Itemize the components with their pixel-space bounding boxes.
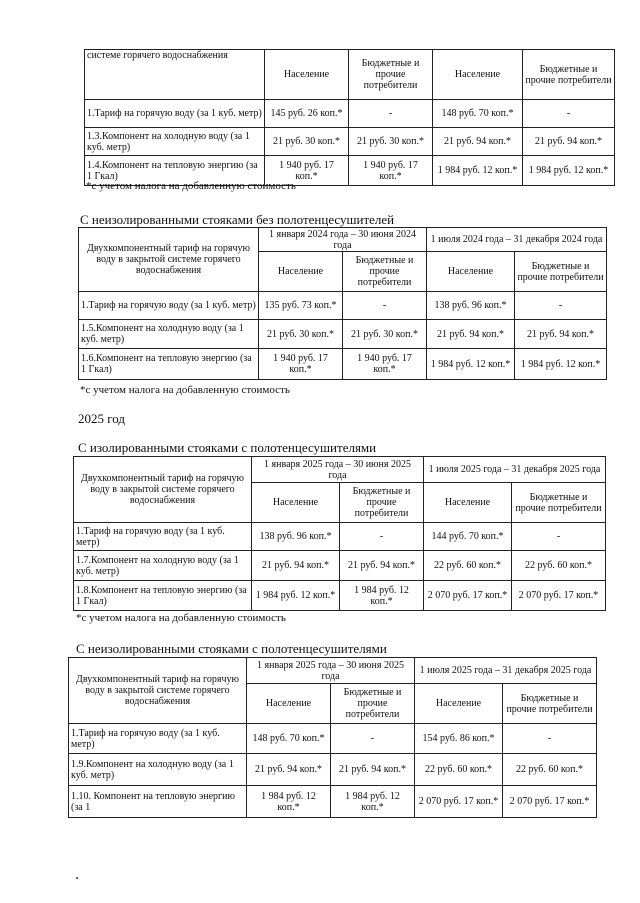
table-row	[79, 320, 607, 349]
row-label: 1.Тариф на горячую воду (за 1 куб. метр)	[85, 100, 265, 128]
column-header: Население	[415, 684, 503, 724]
table-cell: 2 070 руб. 17 коп.*	[424, 581, 512, 611]
table-cell: 1 984 руб. 12 коп.*	[523, 156, 615, 186]
vat-footnote: *с учетом налога на добавленную стоимость	[76, 612, 286, 624]
table-cell: 22 руб. 60 коп.*	[424, 551, 512, 581]
row-label: 1.Тариф на горячую воду (за 1 куб. метр)	[79, 292, 259, 320]
table-row	[74, 551, 606, 581]
section-heading: С изолированными стояками с полотенцесушителями	[78, 440, 377, 455]
table-row	[79, 292, 607, 320]
table-cell: -	[343, 292, 427, 320]
table-cell: -	[523, 100, 615, 128]
table-cell: 1 984 руб. 12 коп.*	[247, 786, 331, 818]
table-cell: 21 руб. 94 коп.*	[515, 320, 607, 349]
table-row	[85, 100, 615, 128]
table-cell: 1 984 руб. 12 коп.*	[427, 349, 515, 380]
section-heading: С неизолированными стояками с полотенцесушителями	[76, 641, 387, 656]
row-label: 1.Тариф на горячую воду (за 1 куб. метр)	[69, 724, 247, 754]
column-header: Население	[424, 483, 512, 523]
column-header: Бюджетные и прочие потребители	[512, 483, 606, 523]
table-cell: 1 940 руб. 17 коп.*	[265, 156, 349, 186]
column-header: Бюджетные и прочие потребители	[523, 50, 615, 100]
row-label: 1.Тариф на горячую воду (за 1 куб. метр)	[74, 523, 252, 551]
table-cell: 144 руб. 70 коп.*	[424, 523, 512, 551]
table-cell: 148 руб. 70 коп.*	[247, 724, 331, 754]
table-cell: 1 984 руб. 12 коп.*	[331, 786, 415, 818]
period-header: 1 января 2025 года – 30 июня 2025 года	[252, 457, 424, 483]
table-cell: 21 руб. 94 коп.*	[252, 551, 340, 581]
table-cell: 21 руб. 30 коп.*	[349, 128, 433, 156]
table-cell: 2 070 руб. 17 коп.*	[415, 786, 503, 818]
tariff-table-3	[73, 456, 606, 611]
table-cell: -	[503, 724, 597, 754]
column-header: Население	[265, 50, 349, 100]
table-cell: 1 984 руб. 12 коп.*	[252, 581, 340, 611]
tariff-table-2	[78, 227, 607, 380]
table-cell: -	[349, 100, 433, 128]
period-header: 1 января 2024 года – 30 июня 2024 года	[259, 228, 427, 252]
table-cell: 1 984 руб. 12 коп.*	[433, 156, 523, 186]
table-cell: 1 940 руб. 17 коп.*	[349, 156, 433, 186]
table-cell: -	[512, 523, 606, 551]
vat-footnote: *с учетом налога на добавленную стоимость	[86, 180, 296, 192]
table-cell: 138 руб. 96 коп.*	[427, 292, 515, 320]
column-header: Бюджетные и прочие потребители	[340, 483, 424, 523]
table-row	[79, 349, 607, 380]
table-row	[69, 724, 597, 754]
table-cell: 2 070 руб. 17 коп.*	[512, 581, 606, 611]
column-header: Бюджетные и прочие потребители	[503, 684, 597, 724]
table-cell: 21 руб. 94 коп.*	[427, 320, 515, 349]
table-cell: -	[340, 523, 424, 551]
row-label: 1.8.Компонент на тепловую энергию (за 1 Гкал)	[74, 581, 252, 611]
period-header: 1 января 2025 года – 30 июня 2025 года	[247, 658, 415, 684]
table-cell: 1 940 руб. 17 коп.*	[343, 349, 427, 380]
table-row	[69, 786, 597, 818]
table-cell: 2 070 руб. 17 коп.*	[503, 786, 597, 818]
column-header: Население	[433, 50, 523, 100]
table-cell: 135 руб. 73 коп.*	[259, 292, 343, 320]
table-cell: 138 руб. 96 коп.*	[252, 523, 340, 551]
scan-speck	[76, 877, 78, 879]
table-cell: 22 руб. 60 коп.*	[512, 551, 606, 581]
year-heading: 2025 год	[78, 411, 125, 426]
period-header: 1 июля 2025 года – 31 декабря 2025 года	[424, 457, 606, 483]
table-cell: -	[515, 292, 607, 320]
section-heading: С неизолированными стояками без полотенцесушителей	[80, 212, 395, 227]
table-cell: 145 руб. 26 коп.*	[265, 100, 349, 128]
table-cell: 1 984 руб. 12 коп.*	[515, 349, 607, 380]
table-header-cell: системе горячего водоснабжения	[85, 50, 265, 100]
table-corner-header: Двухкомпонентный тариф на горячую воду в закрытой системе горячего водоснабжения	[79, 228, 259, 292]
vat-footnote: *с учетом налога на добавленную стоимость	[80, 384, 290, 396]
table-row	[74, 523, 606, 551]
table-cell: 21 руб. 94 коп.*	[523, 128, 615, 156]
table-corner-header: Двухкомпонентный тариф на горячую воду в закрытой системе горячего водоснабжения	[74, 457, 252, 523]
table-row	[74, 581, 606, 611]
table-row	[69, 754, 597, 786]
column-header: Население	[427, 252, 515, 292]
row-label: 1.6.Компонент на тепловую энергию (за 1 Гкал)	[79, 349, 259, 380]
table-cell: 21 руб. 94 коп.*	[433, 128, 523, 156]
table-cell: 22 руб. 60 коп.*	[415, 754, 503, 786]
column-header: Население	[259, 252, 343, 292]
table-cell: 21 руб. 94 коп.*	[340, 551, 424, 581]
tariff-table-1	[84, 49, 615, 186]
table-cell: 22 руб. 60 коп.*	[503, 754, 597, 786]
column-header: Бюджетные и прочие потребители	[349, 50, 433, 100]
column-header: Население	[252, 483, 340, 523]
table-cell: 21 руб. 30 коп.*	[259, 320, 343, 349]
column-header: Бюджетные и прочие потребители	[343, 252, 427, 292]
table-cell: 1 940 руб. 17 коп.*	[259, 349, 343, 380]
table-corner-header: Двухкомпонентный тариф на горячую воду в закрытой системе горячего водоснабжения	[69, 658, 247, 724]
table-row	[85, 128, 615, 156]
table-cell: 21 руб. 30 коп.*	[265, 128, 349, 156]
tariff-table-4	[68, 657, 597, 818]
period-header: 1 июля 2024 года – 31 декабря 2024 года	[427, 228, 607, 252]
table-cell: 154 руб. 86 коп.*	[415, 724, 503, 754]
row-label: 1.4.Компонент на тепловую энергию (за 1 Гкал)	[85, 156, 265, 186]
column-header: Бюджетные и прочие потребители	[515, 252, 607, 292]
row-label: 1.5.Компонент на холодную воду (за 1 куб. метр)	[79, 320, 259, 349]
table-cell: 21 руб. 94 коп.*	[247, 754, 331, 786]
row-label: 1.3.Компонент на холодную воду (за 1 куб. метр)	[85, 128, 265, 156]
table-cell: 21 руб. 94 коп.*	[331, 754, 415, 786]
table-cell: -	[331, 724, 415, 754]
table-cell: 21 руб. 30 коп.*	[343, 320, 427, 349]
row-label: 1.9.Компонент на холодную воду (за 1 куб. метр)	[69, 754, 247, 786]
period-header: 1 июля 2025 года – 31 декабря 2025 года	[415, 658, 597, 684]
column-header: Бюджетные и прочие потребители	[331, 684, 415, 724]
column-header: Население	[247, 684, 331, 724]
row-label: 1.7.Компонент на холодную воду (за 1 куб. метр)	[74, 551, 252, 581]
row-label: 1.10. Компонент на тепловую энергию (за 1	[69, 786, 247, 818]
table-cell: 148 руб. 70 коп.*	[433, 100, 523, 128]
table-cell: 1 984 руб. 12 коп.*	[340, 581, 424, 611]
